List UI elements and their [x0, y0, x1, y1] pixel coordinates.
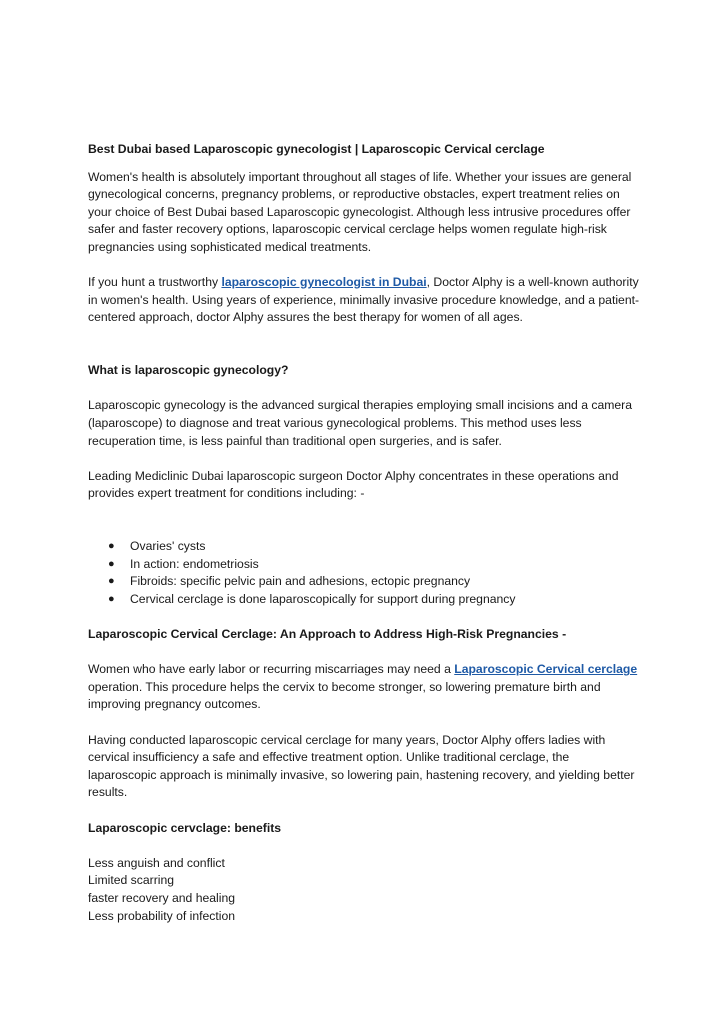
- spacer: [88, 257, 640, 275]
- benefits-list: [88, 855, 640, 925]
- benefit-item: Less probability of infection: [88, 908, 236, 923]
- list-item-text: Ovaries' cysts: [130, 539, 206, 554]
- spacer: [88, 380, 640, 398]
- cerclage-text-before: Women who have early labor or recurring miscarriages may need a: [88, 662, 455, 677]
- conditions-intro-paragraph: Leading Mediclinic Dubai laparoscopic surgeon Doctor Alphy concentrates in these operations and provides expert treatment for conditions including: -: [88, 468, 619, 501]
- list-item-text: Fibroids: specific pelvic pain and adhesions, ectopic pregnancy: [130, 574, 471, 589]
- conditions-list: [88, 538, 640, 608]
- spacer: [88, 802, 640, 820]
- spacer: [88, 714, 640, 732]
- benefit-item: Less anguish and conflict: [88, 855, 225, 870]
- list-item: [108, 538, 640, 556]
- authority-text-after: , Doctor Alphy is a well-known authority in women's health. Using years of experience, minimally invasive procedure knowledge, and a patient-centered approach, doctor Alphy assures the best therapy for women of all ages.: [88, 275, 640, 325]
- list-item-text: In action: endometriosis: [130, 556, 259, 571]
- document-title: Best Dubai based Laparoscopic gynecologist | Laparoscopic Cervical cerclage: [88, 142, 545, 156]
- list-item: [108, 573, 640, 591]
- benefit-item: faster recovery and healing: [88, 890, 236, 905]
- spacer: [88, 327, 640, 362]
- bullet-icon: ●: [108, 575, 115, 588]
- spacer: [88, 608, 640, 626]
- section-heading-laparoscopic-gynecology: What is laparoscopic gynecology?: [88, 363, 289, 378]
- section-heading-benefits: Laparoscopic cervclage: benefits: [88, 820, 282, 835]
- bullet-icon: ●: [108, 592, 115, 605]
- spacer: [88, 503, 640, 538]
- cerclage-text-after: operation. This procedure helps the cervix to become stronger, so lowering premature birth and improving pregnancy outcomes.: [88, 679, 601, 712]
- intro-paragraph: Women's health is absolutely important throughout all stages of life. Whether your issues are general gynecological concerns, pregnancy problems, or reproductive obstacles, expert treatment relies on your choice of Best Dubai based Laparoscopic gynecologist. Although less intrusive procedures offer safer and faster recovery options, laparoscopic cervical cerclage helps women regulate high-risk pregnancies using sophisticated medical treatments.: [88, 169, 632, 254]
- cervical-cerclage-link[interactable]: Laparoscopic Cervical cerclage: [454, 662, 638, 677]
- section-heading-cervical-cerclage: Laparoscopic Cervical Cerclage: An Approach to Address High-Risk Pregnancies -: [88, 627, 567, 642]
- authority-text-before: If you hunt a trustworthy: [88, 275, 222, 290]
- list-item: [108, 556, 640, 574]
- document-page: [88, 141, 640, 925]
- bullet-icon: ●: [108, 557, 115, 570]
- gynecologist-dubai-link[interactable]: laparoscopic gynecologist in Dubai: [221, 275, 427, 290]
- list-item-text: Cervical cerclage is done laparoscopically for support during pregnancy: [130, 591, 516, 606]
- spacer: [88, 644, 640, 662]
- gynecology-definition-paragraph: Laparoscopic gynecology is the advanced surgical therapies employing small incisions and a camera (laparoscope) to diagnose and treat various gynecological problems. This method uses less recuperation time, is less painful than traditional open surgeries, and is safer.: [88, 398, 632, 448]
- experience-paragraph: Having conducted laparoscopic cervical cerclage for many years, Doctor Alphy offers ladies with cervical insufficiency a safe and effective treatment option. Unlike traditional cerclage, the laparoscopic approach is minimally invasive, so lowering pain, hastening recovery, and yielding better results.: [88, 732, 635, 800]
- authority-paragraph: [88, 274, 640, 327]
- list-item: [108, 591, 640, 609]
- spacer: [88, 450, 640, 468]
- cerclage-paragraph: [88, 661, 640, 714]
- spacer: [88, 837, 640, 855]
- bullet-icon: ●: [108, 540, 115, 553]
- benefit-item: Limited scarring: [88, 873, 175, 888]
